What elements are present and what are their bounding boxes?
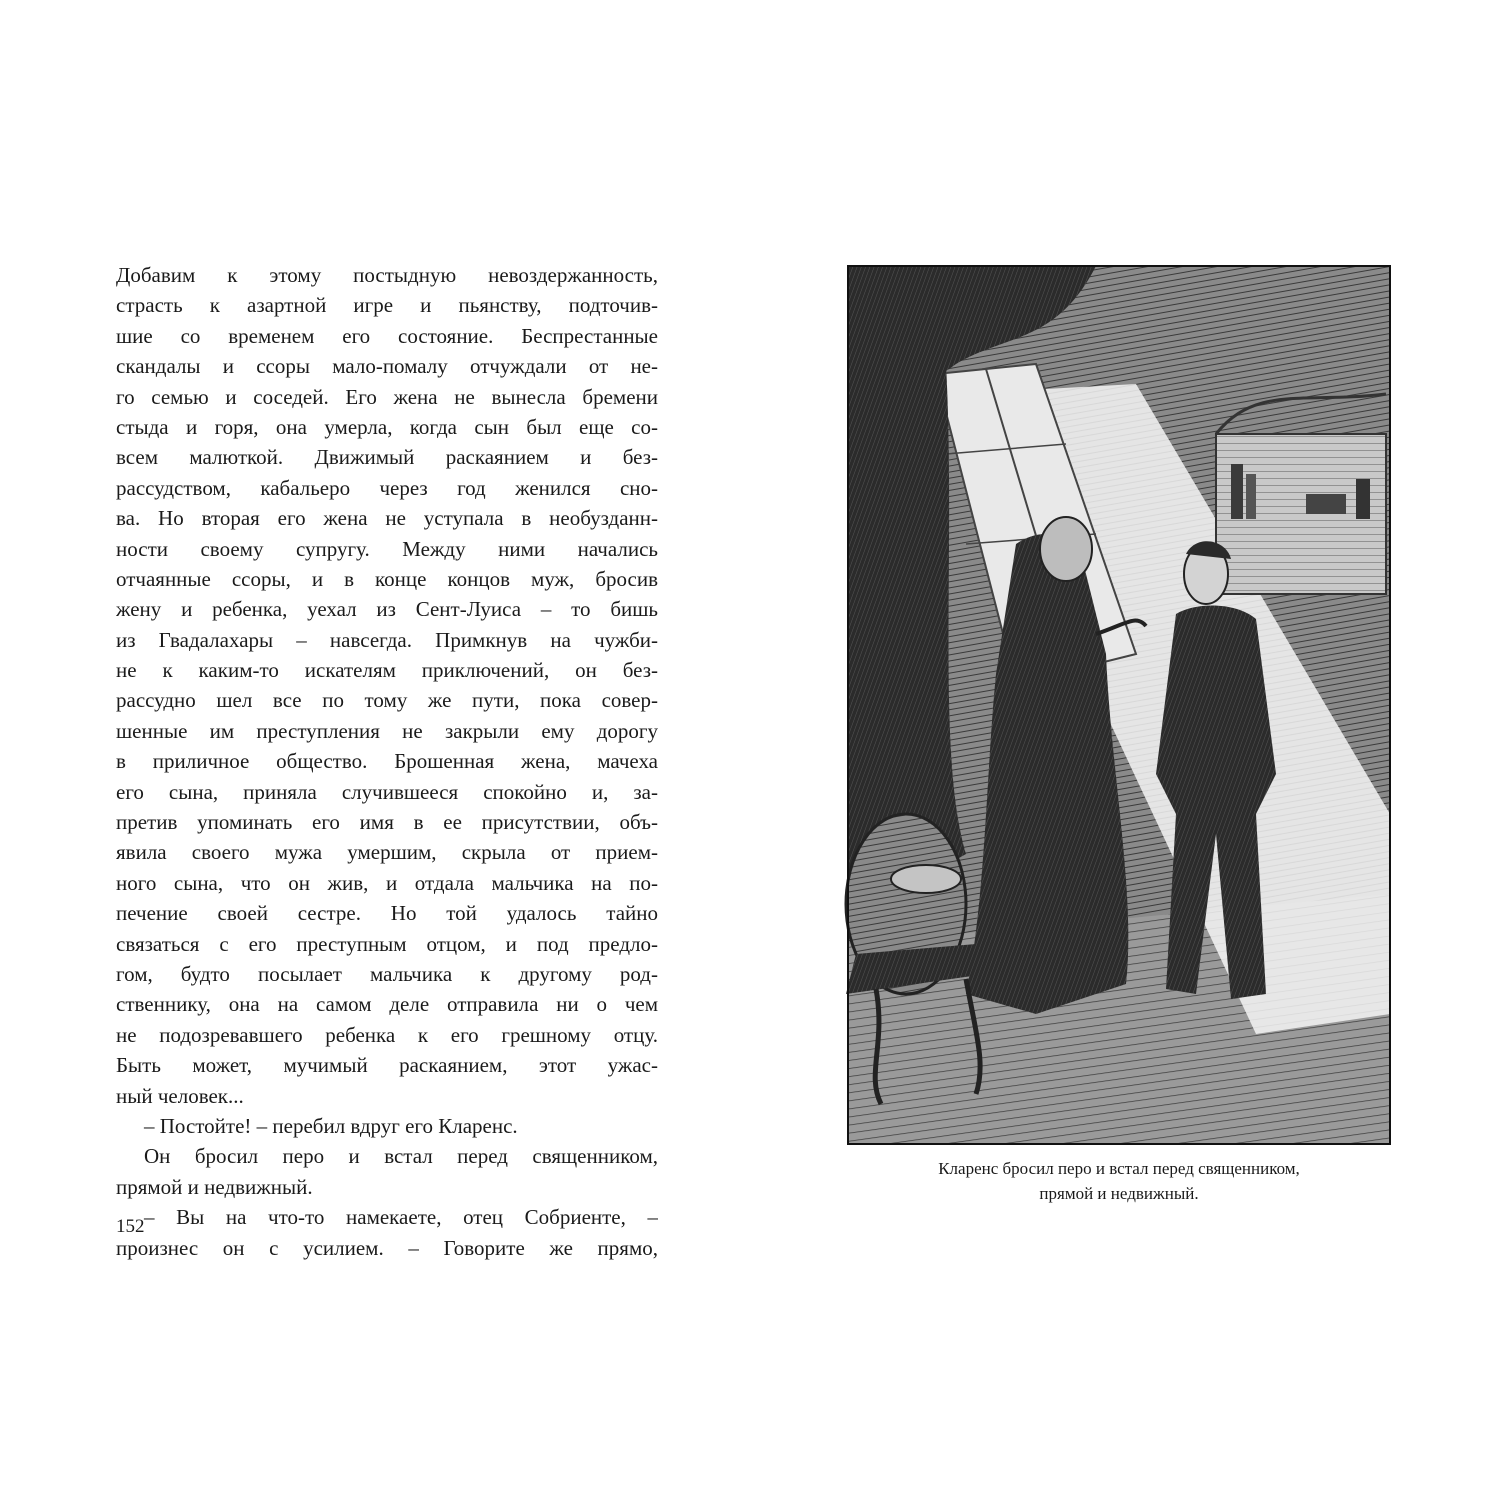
text-line: явила своего мужа умершим, скрыла от прием- (116, 840, 658, 865)
text-line: ва. Но вторая его жена не уступала в необузданн- (116, 506, 658, 531)
text-line: – Постойте! – перебил вдруг его Кларенс. (144, 1113, 518, 1138)
text-line: из Гвадалахары – навсегда. Примкнув на чужби- (116, 627, 658, 652)
text-line: в приличное общество. Брошенная жена, мачеха (116, 749, 658, 774)
text-line: Быть может, мучимый раскаянием, этот ужас- (116, 1053, 658, 1078)
text-line: рассудством, кабальеро через год женился сно- (116, 475, 658, 500)
text-line: прямой и недвижный. (116, 1174, 313, 1199)
text-line: Он бросил перо и встал перед священником, (144, 1144, 658, 1169)
text-line: ности своему супругу. Между ними начались (116, 536, 658, 561)
text-line: го семью и соседей. Его жена не вынесла бремени (116, 384, 658, 409)
illustration (836, 254, 1402, 1156)
text-line: отчаянные ссоры, и в конце концов муж, бросив (116, 566, 658, 591)
text-line: не к каким-то искателям приключений, он без- (116, 658, 658, 683)
text-line: ственнику, она на самом деле отправила ни о чем (116, 992, 658, 1017)
text-line: – Вы на что-то намекаете, отец Собриенте, – (144, 1205, 658, 1230)
text-line: ного сына, что он жив, и отдала мальчика на по- (116, 870, 658, 895)
text-line: рассудно шел все по тому же пути, пока совер- (116, 688, 658, 713)
caption-line: Кларенс бросил перо и встал перед священником, (938, 1159, 1300, 1178)
text-line: ный человек... (116, 1083, 244, 1108)
caption-line: прямой и недвижный. (1039, 1184, 1199, 1203)
text-line: страсть к азартной игре и пьянству, подточив- (116, 293, 658, 318)
page-number: 152 (116, 1216, 145, 1237)
text-line: его сына, приняла случившееся спокойно и, за- (116, 779, 658, 804)
text-line: претив упоминать его имя в ее присутствии, объ- (116, 810, 658, 835)
text-line: гом, будто посылает мальчика к другому род- (116, 961, 658, 986)
text-line: произнес он с усилием. – Говорите же прямо, (116, 1235, 658, 1260)
illustration-caption (836, 1156, 1402, 1206)
text-line: шенные им преступления не закрыли ему дорогу (116, 718, 658, 743)
text-column (116, 260, 658, 1263)
illustration-drawing (836, 254, 1402, 1156)
text-line: печение своей сестре. Но той удалось тайно (116, 901, 658, 926)
text-line: стыда и горя, она умерла, когда сын был еще со- (116, 414, 658, 439)
text-line: Добавим к этому постыдную невоздержанность, (116, 263, 658, 287)
text-line: шие со временем его состояние. Беспрестанные (116, 323, 658, 348)
text-line: связаться с его преступным отцом, и под предло- (116, 931, 658, 956)
text-line: жену и ребенка, уехал из Сент-Луиса – то бишь (116, 597, 658, 622)
text-line: не подозревавшего ребенка к его грешному отцу. (116, 1022, 658, 1047)
text-line: скандалы и ссоры мало-помалу отчуждали от не- (116, 354, 658, 379)
text-line: всем малюткой. Движимый раскаянием и без- (116, 445, 658, 470)
